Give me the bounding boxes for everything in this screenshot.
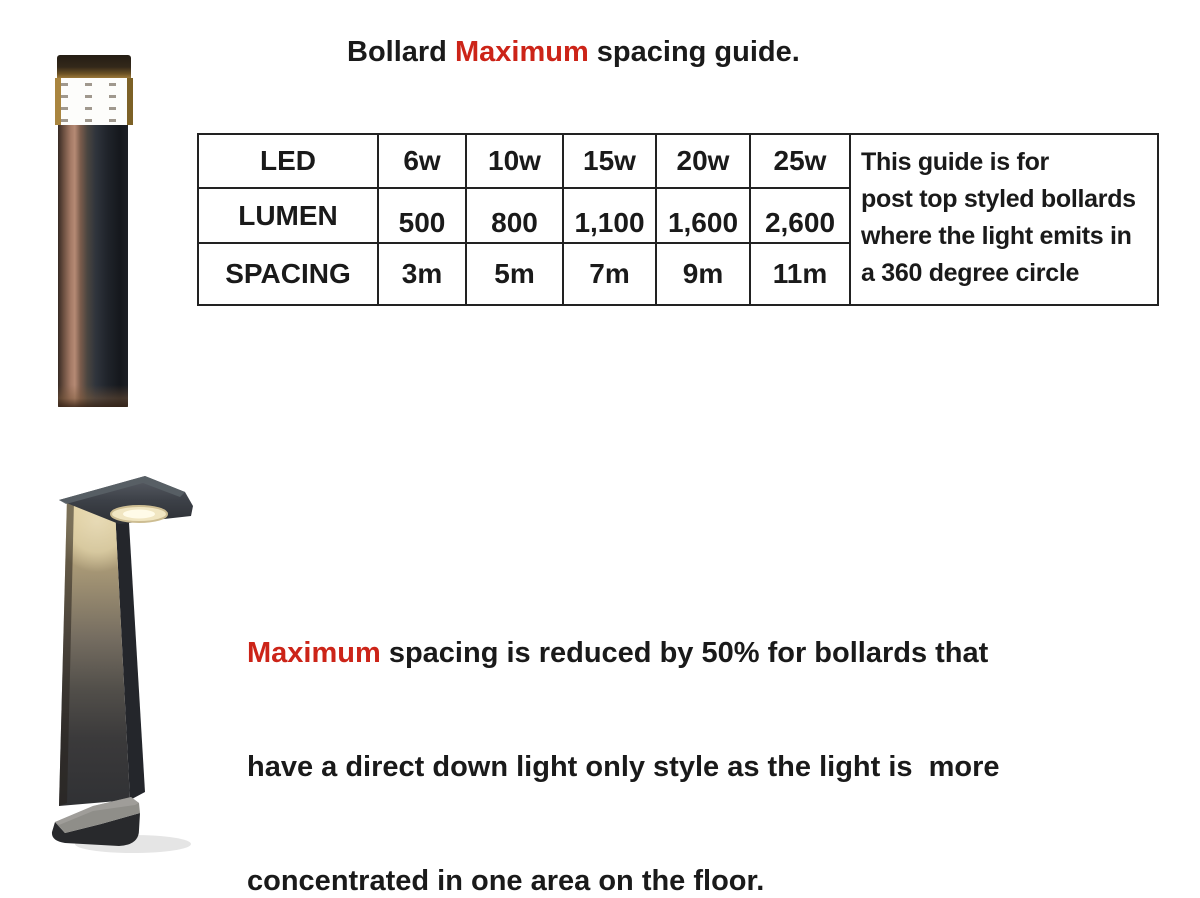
table-note-line: where the light emits in: [861, 222, 1132, 250]
table-note: [850, 134, 1158, 305]
table-cell: 7m: [563, 243, 656, 305]
table-note-line: a 360 degree circle: [861, 259, 1080, 287]
down-light-lens: [111, 506, 167, 522]
row-label-spacing: SPACING: [198, 243, 378, 305]
table-note-line: This guide is for: [861, 148, 1049, 176]
spacing-table: [197, 133, 1159, 306]
title-text-highlight: Maximum: [454, 36, 589, 68]
table-cell: 1,600: [656, 188, 750, 243]
table-cell: 9m: [656, 243, 750, 305]
bollard-foot: [58, 385, 128, 407]
table-cell: 800: [466, 188, 563, 243]
title-text-pre: Bollard: [347, 36, 455, 68]
footnote-highlight: Maximum: [247, 637, 381, 669]
table-row-led: [198, 134, 1158, 188]
bollard-louver-light: [55, 78, 133, 125]
footnote-text: [247, 558, 1000, 898]
bollard-cap: [57, 55, 131, 79]
table-cell: 10w: [466, 134, 563, 188]
table-cell: 2,600: [750, 188, 850, 243]
footnote-line-2: have a direct down light only style as the light is more: [247, 751, 1000, 783]
post-top-bollard-image: [55, 55, 133, 407]
table-cell: 20w: [656, 134, 750, 188]
table-cell: 1,100: [563, 188, 656, 243]
title-text-post: spacing guide.: [588, 36, 800, 68]
table-cell: 11m: [750, 243, 850, 305]
bollard-body: [58, 125, 128, 407]
table-cell: 6w: [378, 134, 466, 188]
table-cell: 500: [378, 188, 466, 243]
table-cell: 25w: [750, 134, 850, 188]
row-label-led: LED: [198, 134, 378, 188]
table-cell: 3m: [378, 243, 466, 305]
table-cell: 15w: [563, 134, 656, 188]
row-label-lumen: LUMEN: [198, 188, 378, 243]
table-note-line: post top styled bollards: [861, 185, 1136, 213]
down-light-bollard-image: [35, 470, 215, 860]
footnote-line-1: [247, 634, 1000, 672]
footnote-line-1-rest: spacing is reduced by 50% for bollards that: [380, 637, 989, 669]
footnote-line-3: concentrated in one area on the floor.: [247, 865, 765, 897]
page-title: [347, 36, 800, 69]
table-cell: 5m: [466, 243, 563, 305]
